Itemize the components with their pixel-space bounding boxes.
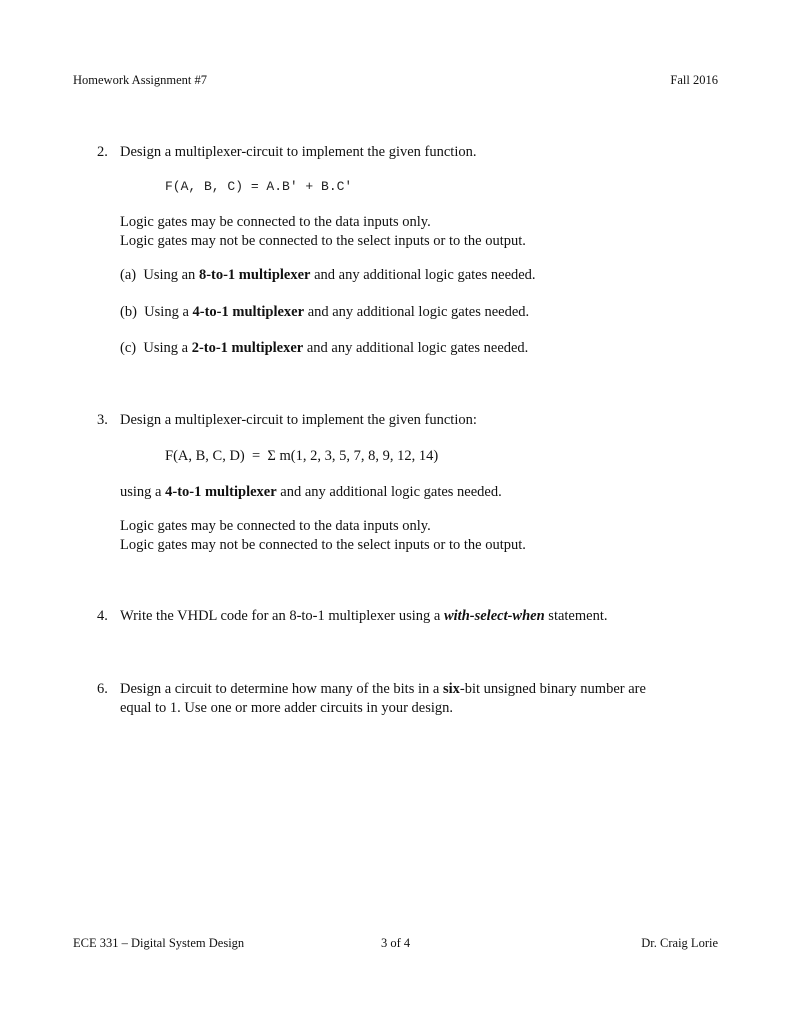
- q2-number: 2.: [97, 144, 108, 160]
- q6-number: 6.: [97, 681, 108, 697]
- q2-prompt: Design a multiplexer-circuit to implement the given function.: [120, 144, 477, 160]
- q2-part-c-bold: 2-to-1 multiplexer: [191, 340, 304, 356]
- q2-part-a-pre: Using an: [143, 267, 196, 283]
- q3-using-bold: 4-to-1 multiplexer: [165, 484, 277, 500]
- q2-part-a-post: and any additional logic gates needed.: [314, 267, 536, 283]
- q3-number: 3.: [97, 412, 108, 428]
- q2-part-c: [120, 340, 528, 357]
- q3-using-pre: using a: [120, 484, 162, 500]
- q2-rule-1: Logic gates may be connected to the data inputs only.: [120, 214, 431, 230]
- q4-pre: Write the VHDL code for an 8-to-1 multiplexer using a: [120, 608, 441, 624]
- footer-page-number: 3 of 4: [381, 936, 411, 950]
- q2-part-a: [120, 267, 536, 284]
- q6-post: -bit unsigned binary number are: [459, 681, 646, 697]
- q2-part-c-post: and any additional logic gates needed.: [306, 340, 529, 356]
- q3-function: F(A, B, C, D) = Σ m(1, 2, 3, 5, 7, 8, 9, 12, 14): [165, 448, 439, 464]
- q4-number: 4.: [97, 608, 108, 624]
- q3-rule-1: Logic gates may be connected to the data inputs only.: [120, 518, 431, 534]
- header-term: Fall 2016: [670, 73, 718, 87]
- q3-prompt: Design a multiplexer-circuit to implement the given function:: [120, 412, 477, 428]
- q2-part-b: [120, 304, 529, 321]
- q2-part-b-pre: Using a: [144, 304, 189, 320]
- q2-part-b-label: (b): [120, 304, 137, 320]
- q2-part-a-bold: 8-to-1 multiplexer: [198, 267, 311, 283]
- q2-part-a-label: (a): [120, 267, 137, 283]
- footer-course: ECE 331 – Digital System Design: [73, 936, 245, 950]
- q2-part-c-pre: Using a: [143, 340, 189, 356]
- q3-rule-2: Logic gates may not be connected to the select inputs or to the output.: [120, 537, 526, 553]
- q6-pre: Design a circuit to determine how many of the bits in a: [120, 681, 440, 697]
- q6-line-1: [120, 681, 646, 698]
- header-title: Homework Assignment #7: [73, 73, 208, 87]
- q4-text: [120, 608, 608, 625]
- q2-function: F(A, B, C) = A.B' + B.C': [165, 179, 353, 194]
- q3-using: [120, 484, 502, 501]
- q3-using-post: and any additional logic gates needed.: [280, 484, 502, 500]
- q2-part-b-post: and any additional logic gates needed.: [307, 304, 530, 320]
- q2-part-c-label: (c): [120, 340, 137, 356]
- footer-instructor: Dr. Craig Lorie: [641, 936, 718, 950]
- q2-rule-2: Logic gates may not be connected to the select inputs or to the output.: [120, 233, 526, 249]
- q4-post: statement.: [548, 608, 608, 624]
- q6-line-2: equal to 1. Use one or more adder circuits in your design.: [120, 700, 454, 716]
- q2-part-b-bold: 4-to-1 multiplexer: [192, 304, 305, 320]
- q4-bold-italic: with-select-when: [443, 608, 545, 624]
- q6-bold: six: [442, 681, 460, 697]
